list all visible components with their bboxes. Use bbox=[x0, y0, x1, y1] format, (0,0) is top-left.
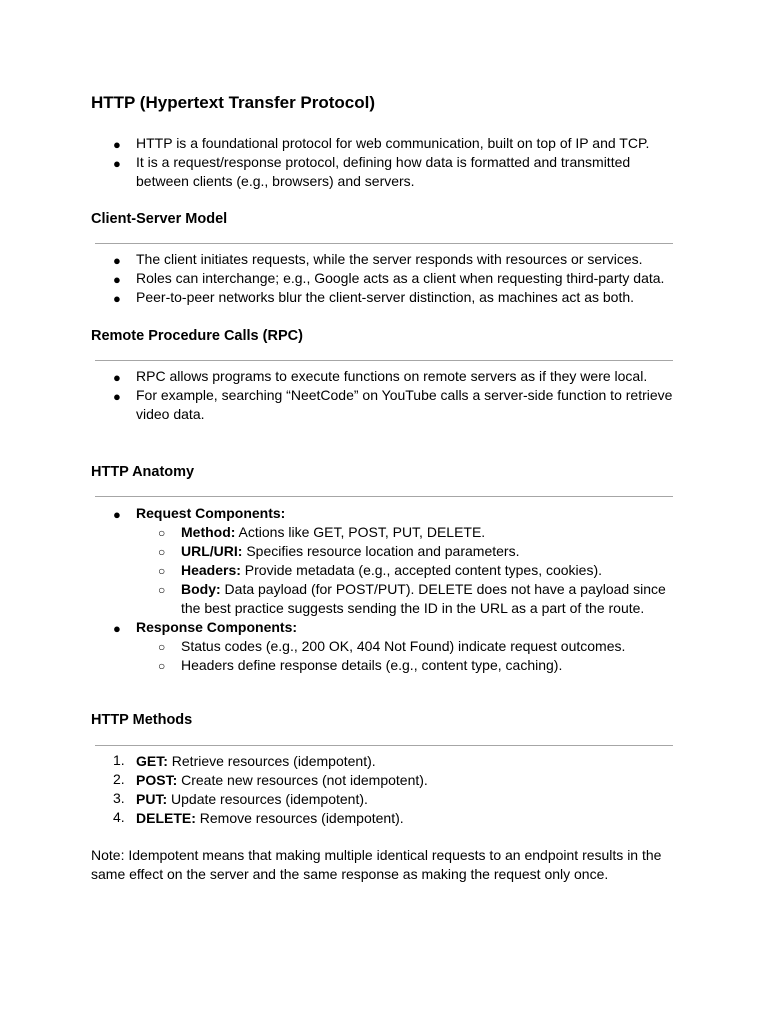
bullet-icon: ● bbox=[113, 507, 121, 522]
section-heading-anatomy: HTTP Anatomy bbox=[91, 464, 195, 480]
intro-item-continuation: between clients (e.g., browsers) and servers. bbox=[136, 173, 415, 189]
request-item-body-continuation: the best practice suggests sending the ID in the URL as a part of the route. bbox=[181, 600, 645, 616]
bullet-icon: ● bbox=[113, 272, 121, 287]
list-item: For example, searching “NeetCode” on YouTube calls a server-side function to retrieve bbox=[136, 387, 673, 403]
bullet-icon: ● bbox=[113, 156, 121, 171]
list-item: Roles can interchange; e.g., Google acts as a client when requesting third-party data. bbox=[136, 270, 665, 286]
response-components-label: Response Components: bbox=[136, 619, 298, 635]
section-heading-rpc: Remote Procedure Calls (RPC) bbox=[91, 328, 303, 344]
list-number: 3. bbox=[113, 790, 125, 806]
list-item: Peer-to-peer networks blur the client-server distinction, as machines act as both. bbox=[136, 289, 635, 305]
note-text-continuation: same effect on the server and the same response as making the request only once. bbox=[91, 866, 609, 882]
sub-bullet-icon: ○ bbox=[158, 640, 166, 654]
section-heading-client-server: Client-Server Model bbox=[91, 211, 228, 227]
method-item-get: GET: Retrieve resources (idempotent). bbox=[136, 753, 376, 769]
method-item-put: PUT: Update resources (idempotent). bbox=[136, 791, 368, 807]
request-item-headers: Headers: Provide metadata (e.g., accepted content types, cookies). bbox=[181, 562, 603, 578]
list-number: 2. bbox=[113, 771, 125, 787]
list-item-continuation: video data. bbox=[136, 406, 205, 422]
response-item: Status codes (e.g., 200 OK, 404 Not Found) indicate request outcomes. bbox=[181, 638, 626, 654]
bullet-icon: ● bbox=[113, 137, 121, 152]
request-item-body: Body: Data payload (for POST/PUT). DELETE does not have a payload since bbox=[181, 581, 666, 597]
method-item-delete: DELETE: Remove resources (idempotent). bbox=[136, 810, 404, 826]
section-heading-methods: HTTP Methods bbox=[91, 712, 193, 728]
bullet-icon: ● bbox=[113, 389, 121, 404]
request-item-method: Method: Actions like GET, POST, PUT, DELETE. bbox=[181, 524, 486, 540]
section-divider bbox=[95, 243, 673, 244]
bullet-icon: ● bbox=[113, 253, 121, 268]
sub-bullet-icon: ○ bbox=[158, 526, 166, 540]
list-number: 1. bbox=[113, 752, 125, 768]
list-item: The client initiates requests, while the server responds with resources or services. bbox=[136, 251, 643, 267]
section-divider bbox=[95, 745, 673, 746]
method-item-post: POST: Create new resources (not idempotent). bbox=[136, 772, 428, 788]
request-item-url: URL/URI: Specifies resource location and parameters. bbox=[181, 543, 520, 559]
list-number: 4. bbox=[113, 809, 125, 825]
bullet-icon: ● bbox=[113, 621, 121, 636]
response-item: Headers define response details (e.g., content type, caching). bbox=[181, 657, 563, 673]
intro-item: It is a request/response protocol, defining how data is formatted and transmitted bbox=[136, 154, 631, 170]
bullet-icon: ● bbox=[113, 370, 121, 385]
intro-item: HTTP is a foundational protocol for web communication, built on top of IP and TCP. bbox=[136, 135, 650, 151]
list-item: RPC allows programs to execute functions on remote servers as if they were local. bbox=[136, 368, 648, 384]
sub-bullet-icon: ○ bbox=[158, 564, 166, 578]
section-divider bbox=[95, 496, 673, 497]
bullet-icon: ● bbox=[113, 291, 121, 306]
sub-bullet-icon: ○ bbox=[158, 583, 166, 597]
sub-bullet-icon: ○ bbox=[158, 659, 166, 673]
page-title: HTTP (Hypertext Transfer Protocol) bbox=[91, 93, 376, 112]
section-divider bbox=[95, 360, 673, 361]
sub-bullet-icon: ○ bbox=[158, 545, 166, 559]
note-text: Note: Idempotent means that making multiple identical requests to an endpoint results in the bbox=[91, 847, 662, 863]
request-components-label: Request Components: bbox=[136, 505, 286, 521]
